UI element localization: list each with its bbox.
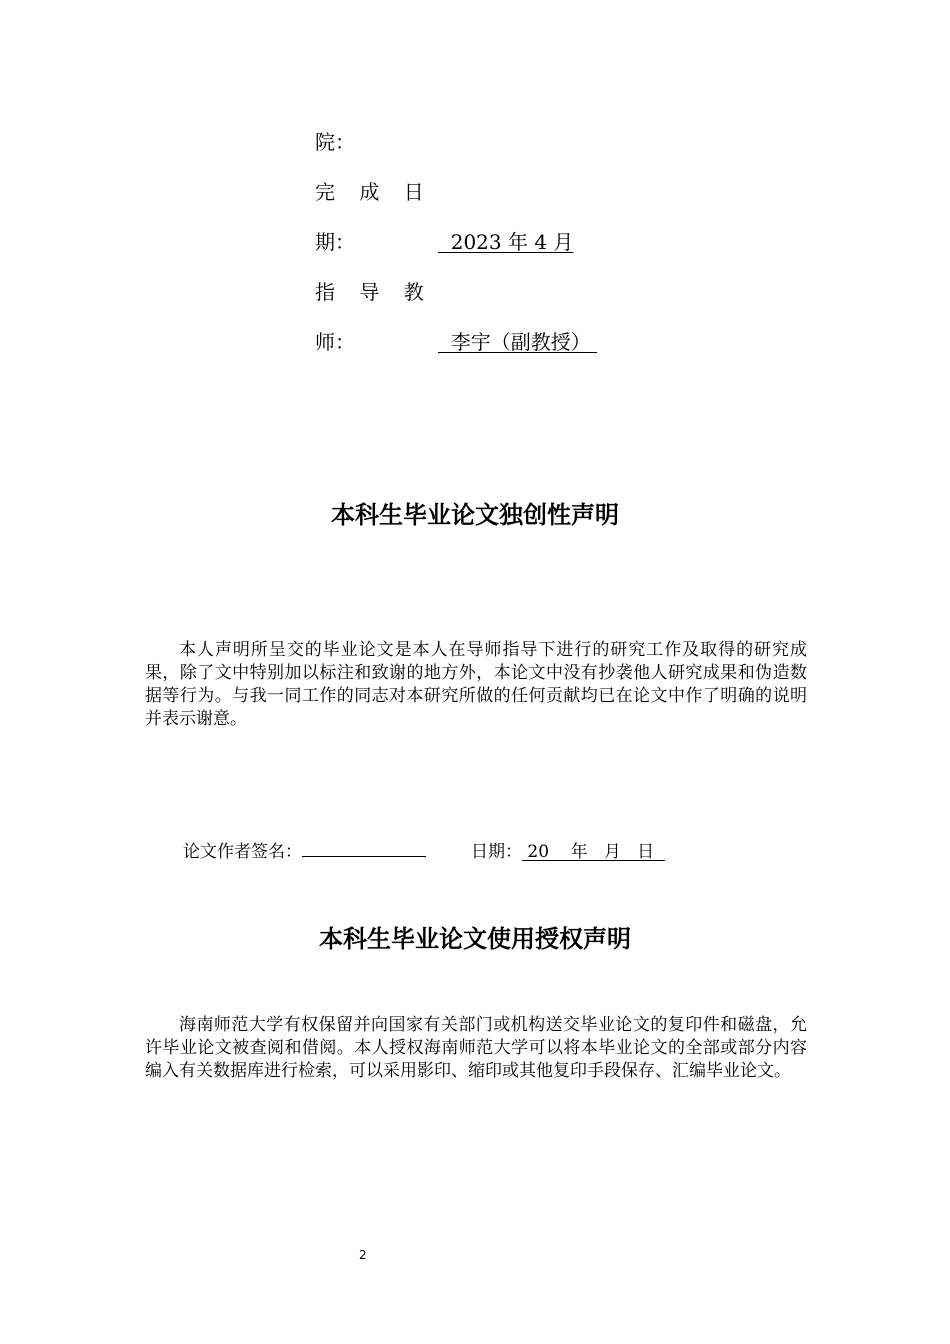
advisor-label-line2: 师： bbox=[315, 330, 355, 354]
signature-label: 论文作者签名： bbox=[183, 842, 302, 862]
signature-date-row bbox=[471, 841, 665, 863]
college-label: 院： bbox=[315, 130, 355, 154]
signature-blank[interactable] bbox=[302, 855, 426, 857]
advisor-label-line1: 指 导 教 bbox=[315, 280, 433, 304]
page-number: 2 bbox=[359, 1248, 367, 1262]
authorization-title: 本科生毕业论文使用授权声明 bbox=[319, 925, 631, 953]
advisor-value: 李宇（副教授） bbox=[438, 330, 598, 354]
originality-body: 本人声明所呈交的毕业论文是本人在导师指导下进行的研究工作及取得的研究成果，除了文中特别加以标注和致谢的地方外，本论文中没有抄袭他人研究成果和伪造数据等行为。与我一同工作的同志对本研究所做的任何贡献均已在论文中作了明确的说明并表示谢意。 bbox=[145, 640, 807, 729]
originality-title: 本科生毕业论文独创性声明 bbox=[331, 501, 619, 529]
signature-date-label: 日期： bbox=[471, 842, 522, 862]
signature-row bbox=[183, 841, 426, 863]
completion-date-value: 2023 年 4 月 bbox=[438, 230, 574, 254]
completion-date-label-line2: 期： bbox=[315, 230, 355, 254]
signature-date-blank[interactable]: 20 年 月 日 bbox=[522, 842, 665, 862]
completion-date-label-line1: 完 成 日 bbox=[315, 180, 433, 204]
authorization-body: 海南师范大学有权保留并向国家有关部门或机构送交毕业论文的复印件和磁盘，允许毕业论文被查阅和借阅。本人授权海南师范大学可以将本毕业论文的全部或部分内容编入有关数据库进行检索，可以采用影印、缩印或其他复印手段保存、汇编毕业论文。 bbox=[145, 1015, 807, 1081]
